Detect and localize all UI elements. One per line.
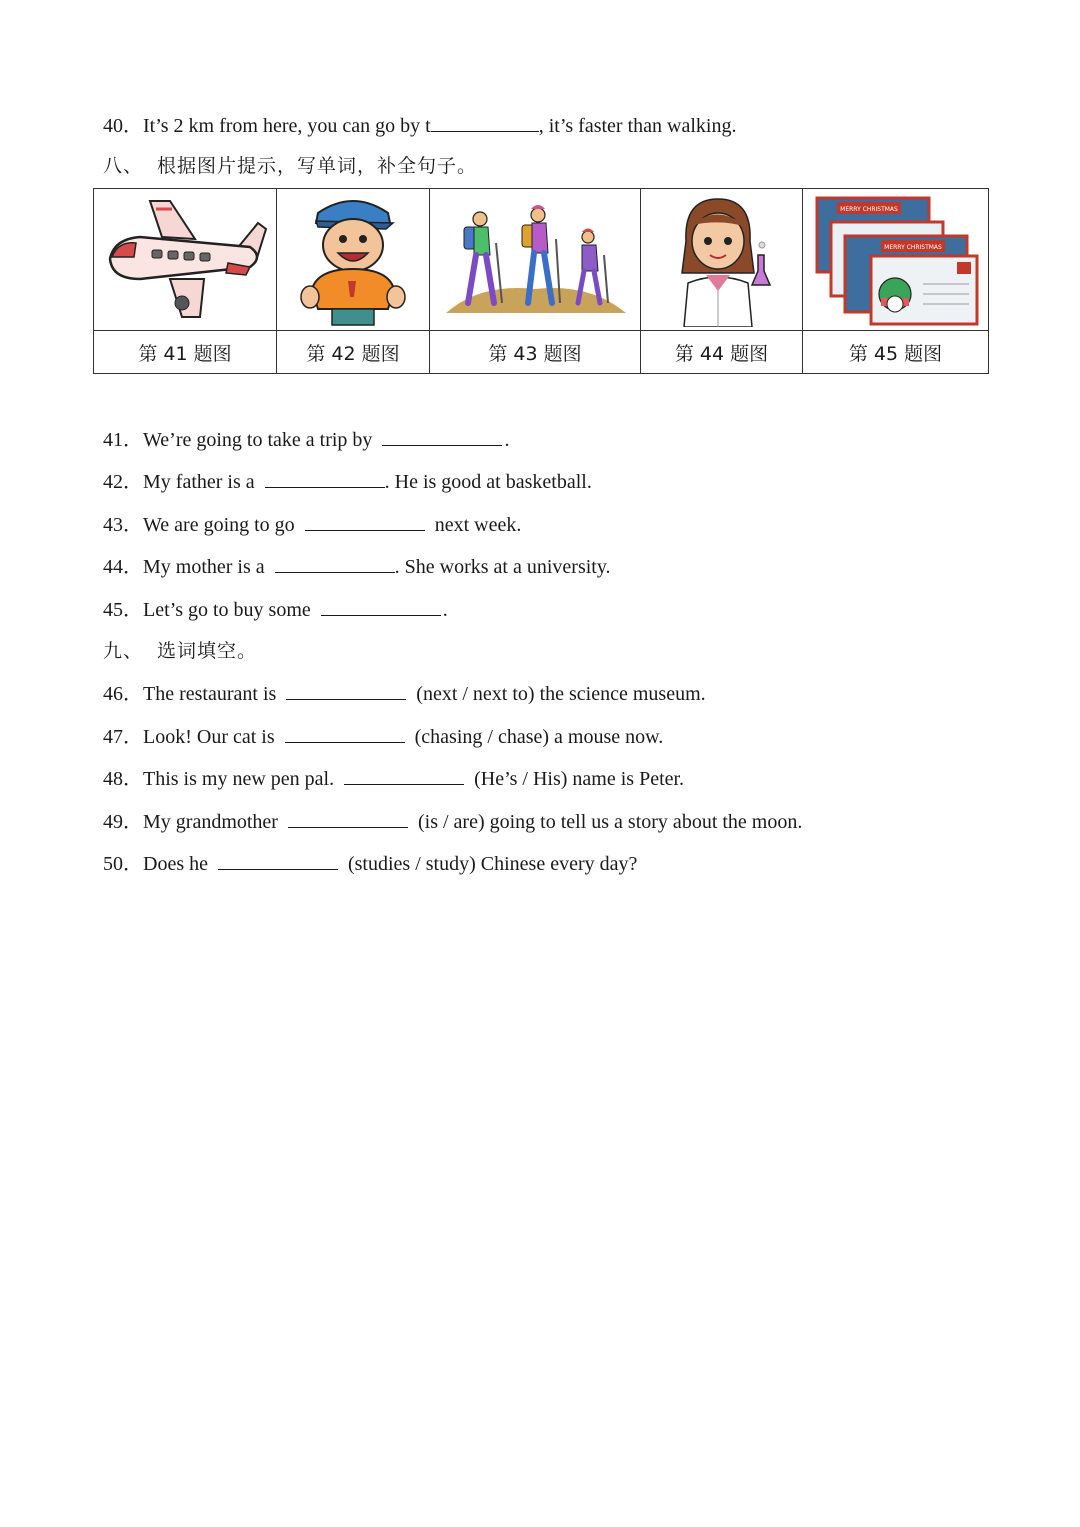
answer-blank[interactable] [305, 512, 425, 531]
question-text: (He’s / His) name is Peter. [474, 768, 685, 790]
question-42 [103, 469, 592, 494]
question-45 [103, 597, 448, 622]
hiking-people-icon [440, 197, 630, 323]
question-text: (chasing / chase) a mouse now. [414, 726, 664, 748]
picture-cell-45 [803, 189, 989, 331]
question-text: (is / are) going to tell us a story about the moon. [417, 811, 803, 833]
question-text: , it’s faster than walking. [538, 115, 737, 137]
question-48 [103, 766, 684, 791]
question-text: (studies / study) Chinese every day? [347, 853, 638, 875]
caption-41: 第 41 题图 [94, 331, 277, 374]
question-text: . She works at a university. [394, 556, 611, 578]
question-number: 41． [103, 429, 143, 451]
card-text: MERRY CHRISTMAS [839, 205, 898, 213]
card-text: MERRY CHRISTMAS [883, 243, 942, 251]
answer-blank[interactable] [344, 766, 464, 785]
question-number: 49． [103, 811, 143, 833]
answer-blank[interactable] [431, 113, 539, 132]
question-number: 46． [103, 683, 143, 705]
section-number: 八、 [103, 155, 144, 177]
christmas-postcards-icon [811, 194, 981, 326]
answer-blank[interactable] [286, 681, 406, 700]
answer-blank[interactable] [288, 809, 408, 828]
question-number: 43． [103, 514, 143, 536]
picture-cell-41 [94, 189, 277, 331]
question-text: It’s 2 km from here, you can go by t [143, 115, 431, 137]
question-text: Look! Our cat is [143, 726, 275, 748]
caption-44: 第 44 题图 [641, 331, 803, 374]
question-text: My mother is a [143, 556, 265, 578]
question-text: My father is a [143, 471, 255, 493]
question-number: 50． [103, 853, 143, 875]
question-43 [103, 512, 521, 537]
question-number: 45． [103, 599, 143, 621]
section-title: 根据图片提示，写单词，补全句子。 [157, 155, 478, 177]
question-text: . [504, 429, 510, 451]
caption-45: 第 45 题图 [803, 331, 989, 374]
picture-cell-43 [430, 189, 641, 331]
answer-blank[interactable] [382, 427, 502, 446]
question-text: next week. [434, 514, 522, 536]
question-number: 42． [103, 471, 143, 493]
section-title: 选词填空。 [157, 640, 258, 662]
question-text: Let’s go to buy some [143, 599, 311, 621]
question-50 [103, 851, 637, 876]
airplane-icon [100, 195, 270, 325]
section-8-heading [103, 154, 477, 178]
picture-cell-42 [277, 189, 430, 331]
question-46 [103, 681, 706, 706]
answer-blank[interactable] [265, 469, 385, 488]
question-text: We are going to go [143, 514, 295, 536]
picture-table [93, 188, 989, 374]
answer-blank[interactable] [321, 597, 441, 616]
caption-43: 第 43 题图 [430, 331, 641, 374]
question-number: 44． [103, 556, 143, 578]
question-text: My grandmother [143, 811, 278, 833]
question-text: This is my new pen pal. [143, 768, 335, 790]
question-number: 40． [103, 115, 143, 137]
basketball-player-icon [298, 193, 408, 327]
question-49 [103, 809, 802, 834]
section-number: 九、 [103, 640, 144, 662]
question-text: Does he [143, 853, 208, 875]
answer-blank[interactable] [285, 724, 405, 743]
question-text: . [442, 599, 448, 621]
question-text: The restaurant is [143, 683, 277, 705]
question-text: (next / next to) the science museum. [416, 683, 706, 705]
answer-blank[interactable] [218, 851, 338, 870]
question-40 [103, 113, 736, 138]
question-text: We’re going to take a trip by [143, 429, 373, 451]
picture-cell-44 [641, 189, 803, 331]
scientist-woman-icon [662, 193, 782, 327]
question-number: 48． [103, 768, 143, 790]
question-41 [103, 427, 509, 452]
question-number: 47． [103, 726, 143, 748]
question-text: . He is good at basketball. [384, 471, 592, 493]
caption-42: 第 42 题图 [277, 331, 430, 374]
question-44 [103, 554, 611, 579]
answer-blank[interactable] [275, 554, 395, 573]
question-47 [103, 724, 663, 749]
section-9-heading [103, 639, 257, 663]
